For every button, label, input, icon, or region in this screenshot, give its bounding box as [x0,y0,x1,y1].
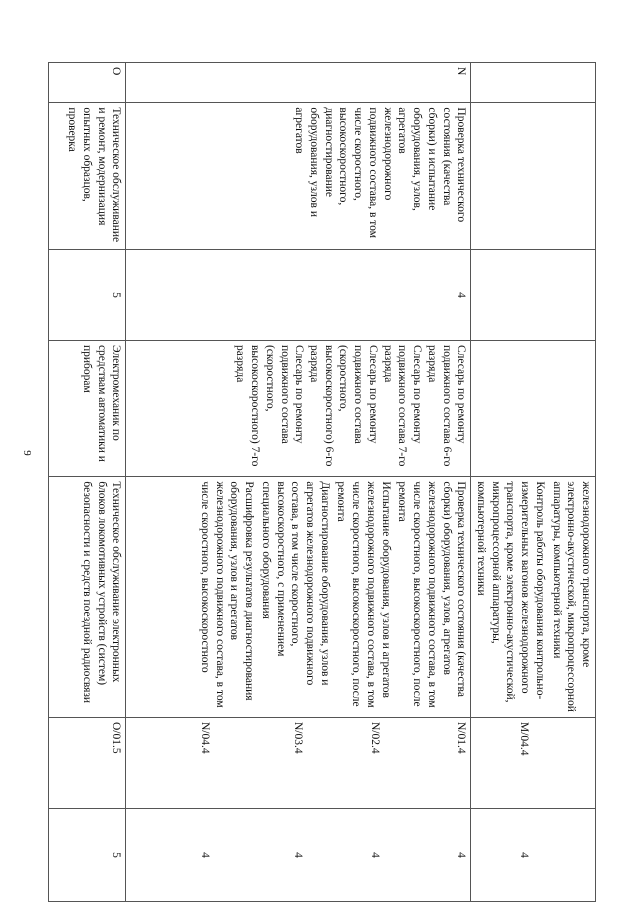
task-text: Испытание оборудования, узлов и агрегатов железнодорожного подвижного состава, в том числе скоростного, высокоскоростного, после ремонта [335,481,392,708]
cell-task-levels [126,808,471,901]
cell-function [471,103,596,250]
task-code: N/04.4 [199,721,212,754]
qualification-table [48,62,596,902]
task-code: N/03.4 [291,721,304,754]
task-text: Контроль работы оборудования контрольно-измерительных вагонов железнодорожного транспорта, кроме электронно-акустической, микропроцессорной аппаратуры, компьютерной техники [474,481,546,703]
cell-tasks [49,477,126,718]
task-code: N/01.4 [455,721,468,754]
cell-tasks [126,477,471,718]
table-row [126,63,471,902]
position-text: Слесарь по ремонту подвижного состава (скоростного, высокоскоростного) 7-го разряда [234,344,306,467]
cell-task-codes [49,717,126,808]
rotated-sheet [56,62,596,902]
task-text: Диагностирование оборудования, узлов и агрегатов железнодорожного подвижного состава, в том числе скоростного, высокоскоростного, с применением специального оборудования [259,481,331,686]
position-text: Слесарь по ремонту подвижного состава 6-го разряда [425,344,468,467]
cell-code: O [49,63,126,103]
task-level: 4 [291,852,304,858]
task-level: 4 [199,852,212,858]
cell-function: Проверка технического состояния (качества сборки) и испытание оборудования, узлов, агрегатов железнодорожного подвижного состава, в том числе скоростного, высокоскоростного, диагностирование оборудования, узлов и агрегатов [126,103,471,250]
position-text: Слесарь по ремонту подвижного состава (скоростного, высокоскоростного) 6-го разряда [308,344,379,467]
cell-task-levels [49,808,126,901]
cell-positions [49,340,126,476]
task-text: железнодорожного транспорта, кроме электронно-акустической, микропроцессорной аппаратуры, компьютерной техники [550,481,592,712]
cell-positions [126,340,471,476]
position-text: Слесарь по ремонту подвижного состава 7-го разряда [381,344,424,467]
cell-level: 5 [49,249,126,340]
cell-task-codes [471,717,596,808]
task-text: Техническое обслуживание электронных блоков локомотивных устройств (систем) безопасности и средств поездной радиосвязи [80,481,123,704]
cell-positions [471,340,596,476]
table-row [49,63,126,902]
task-code: O/01.5 [110,721,123,754]
table-row [471,63,596,902]
task-text: Расшифровка результатов диагностирования оборудования, узлов и агрегатов железнодорожного подвижного состава, в том числе скоростного, высокоскоростного [199,481,256,708]
task-code: М/04.4 [518,721,530,756]
cell-level [471,249,596,340]
cell-tasks [471,477,596,718]
task-code: N/02.4 [368,721,381,754]
task-level: 5 [110,852,123,858]
cell-task-codes [126,717,471,808]
page-number: 9 [20,450,33,456]
cell-level: 4 [126,249,471,340]
task-text: Проверка технического состояния (качества сборки) оборудования, узлов, агрегатов железнодорожного подвижного состава, в том числе скоростного, высокоскоростного, после ремонта [396,481,468,708]
task-level: 4 [518,852,530,858]
task-level: 4 [368,852,381,858]
cell-code: N [126,63,471,103]
task-level: 4 [455,852,468,858]
cell-task-levels [471,808,596,901]
cell-code [471,63,596,103]
cell-function: Техническое обслуживание и ремонт, модернизация опытных образцов, проверка [49,103,126,250]
position-text: Электромеханик по средствам автоматики и приборам [80,344,123,462]
